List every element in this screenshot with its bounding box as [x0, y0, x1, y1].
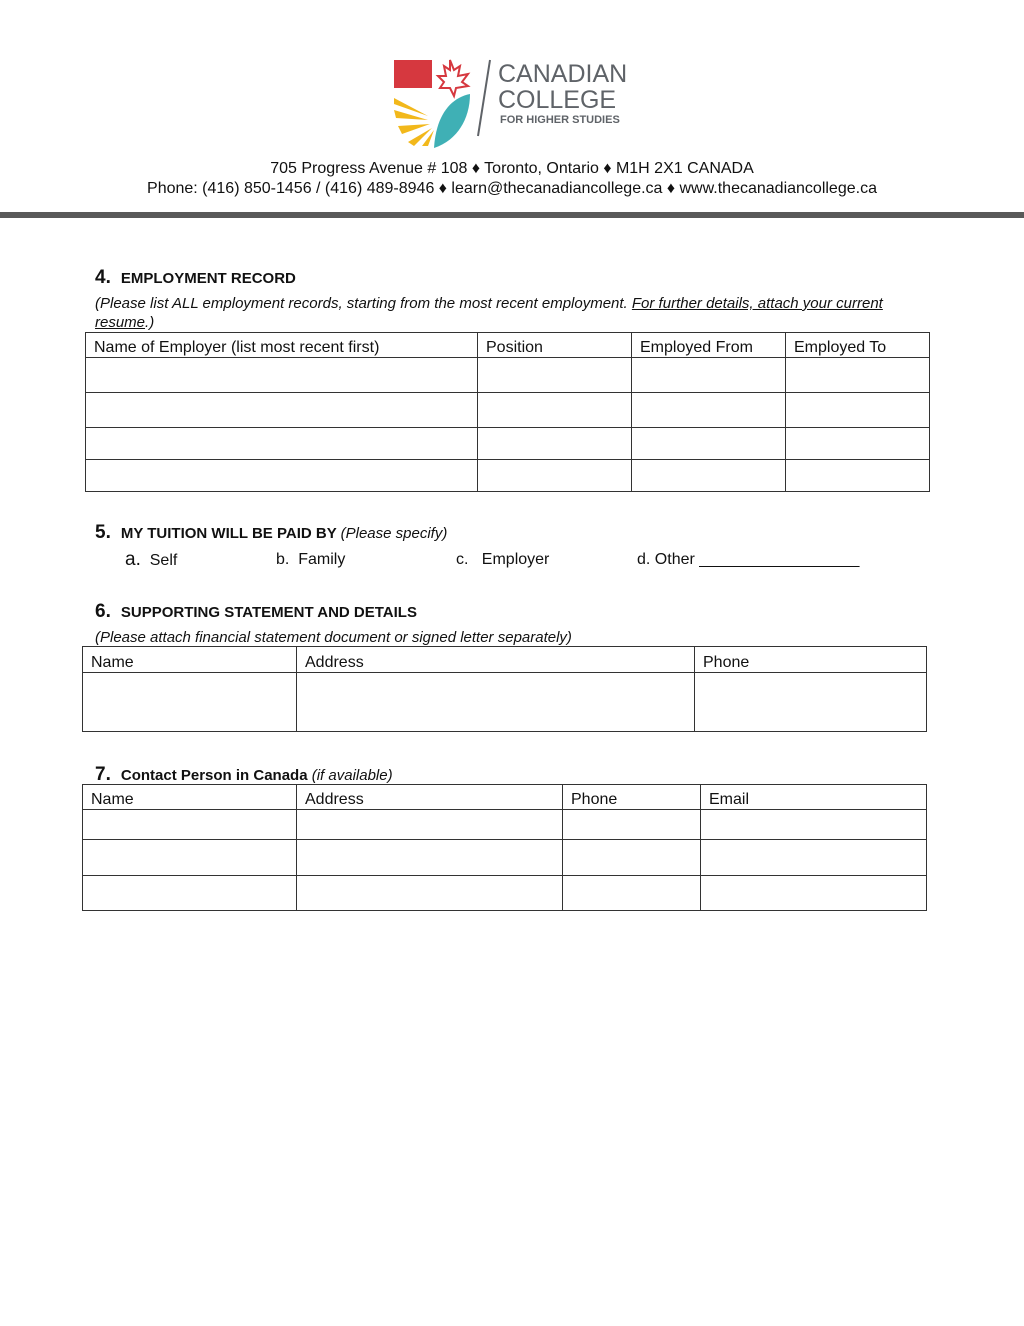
section5-subtitle: (Please specify) [340, 525, 448, 542]
section4-number: 4. [95, 267, 111, 288]
from-cell[interactable] [632, 428, 786, 460]
section6-heading [95, 601, 417, 623]
position-cell[interactable] [478, 393, 632, 428]
logo-text-canadian: CANADIAN [498, 60, 628, 88]
from-cell[interactable] [632, 358, 786, 393]
email-cell[interactable] [701, 840, 927, 876]
to-cell[interactable] [786, 460, 930, 492]
section6-number: 6. [95, 601, 111, 622]
address-cell[interactable] [297, 810, 563, 840]
table-row [83, 876, 927, 911]
name-cell[interactable] [83, 810, 297, 840]
table-row [83, 673, 927, 732]
table-row [86, 358, 930, 393]
section5-number: 5. [95, 522, 111, 543]
contact-header-row [83, 785, 927, 810]
from-cell[interactable] [632, 460, 786, 492]
section7-heading [95, 764, 393, 786]
address-cell[interactable] [297, 876, 563, 911]
table-row [86, 460, 930, 492]
supporting-table [82, 646, 927, 732]
phone-cell[interactable] [563, 876, 701, 911]
table-row [83, 810, 927, 840]
address-cell[interactable] [297, 840, 563, 876]
logo-text-college: COLLEGE [498, 86, 617, 114]
col-address: Address [297, 647, 695, 673]
option-self[interactable]: a. Self [125, 549, 178, 570]
resume-note-underlined: For further details, attach your current resume [95, 295, 883, 331]
position-cell[interactable] [478, 358, 632, 393]
section7-subtitle: (if available) [311, 767, 393, 784]
address-line: 705 Progress Avenue # 108 ♦ Toronto, Ontario ♦ M1H 2X1 CANADA [270, 160, 754, 177]
col-name: Name [83, 785, 297, 810]
section7-title: Contact Person in Canada [120, 767, 308, 784]
contact-table [82, 784, 927, 911]
table-row [86, 428, 930, 460]
name-cell[interactable] [83, 840, 297, 876]
supporting-header-row [83, 647, 927, 673]
contact-line: Phone: (416) 850-1456 / (416) 489-8946 ♦ learn@thecanadiancollege.ca ♦ www.thecanadiancollege.ca [147, 180, 877, 197]
col-employer-name: Name of Employer (list most recent first) [86, 333, 478, 358]
header-divider [0, 212, 1024, 218]
to-cell[interactable] [786, 428, 930, 460]
table-row [86, 393, 930, 428]
col-phone: Phone [695, 647, 927, 673]
col-employed-from: Employed From [632, 333, 786, 358]
section5-heading [95, 522, 447, 544]
name-cell[interactable] [83, 876, 297, 911]
employment-header-row [86, 333, 930, 358]
logo-text-subtitle: FOR HIGHER STUDIES [500, 114, 620, 126]
phone-cell[interactable] [695, 673, 927, 732]
section4-title: EMPLOYMENT RECORD [120, 270, 296, 287]
option-other[interactable]: d. Other __________________ [637, 551, 860, 568]
section7-number: 7. [95, 764, 111, 785]
logo-sun-rays [394, 98, 434, 146]
position-cell[interactable] [478, 428, 632, 460]
to-cell[interactable] [786, 393, 930, 428]
col-email: Email [701, 785, 927, 810]
from-cell[interactable] [632, 393, 786, 428]
employer-cell[interactable] [86, 393, 478, 428]
section6-title: SUPPORTING STATEMENT AND DETAILS [120, 604, 417, 621]
name-cell[interactable] [83, 673, 297, 732]
email-cell[interactable] [701, 876, 927, 911]
section5-title: MY TUITION WILL BE PAID BY [120, 525, 337, 542]
email-cell[interactable] [701, 810, 927, 840]
col-address: Address [297, 785, 563, 810]
address-cell[interactable] [297, 673, 695, 732]
employer-cell[interactable] [86, 428, 478, 460]
option-family[interactable]: b. Family [276, 551, 346, 568]
to-cell[interactable] [786, 358, 930, 393]
employer-cell[interactable] [86, 358, 478, 393]
position-cell[interactable] [478, 460, 632, 492]
logo-red-block [394, 60, 432, 88]
college-logo [392, 56, 642, 148]
col-name: Name [83, 647, 297, 673]
table-row [83, 840, 927, 876]
logo-teal-leaf [434, 94, 470, 148]
col-position: Position [478, 333, 632, 358]
phone-cell[interactable] [563, 810, 701, 840]
col-employed-to: Employed To [786, 333, 930, 358]
section4-note: (Please list ALL employment records, starting from the most recent employment. For further details, attach your current resume.) [95, 295, 883, 331]
phone-cell[interactable] [563, 840, 701, 876]
section6-note: (Please attach financial statement document or signed letter separately) [95, 629, 572, 646]
col-phone: Phone [563, 785, 701, 810]
employer-cell[interactable] [86, 460, 478, 492]
section4-heading [95, 267, 296, 289]
employment-table [85, 332, 930, 492]
option-employer[interactable]: c. Employer [456, 551, 550, 568]
